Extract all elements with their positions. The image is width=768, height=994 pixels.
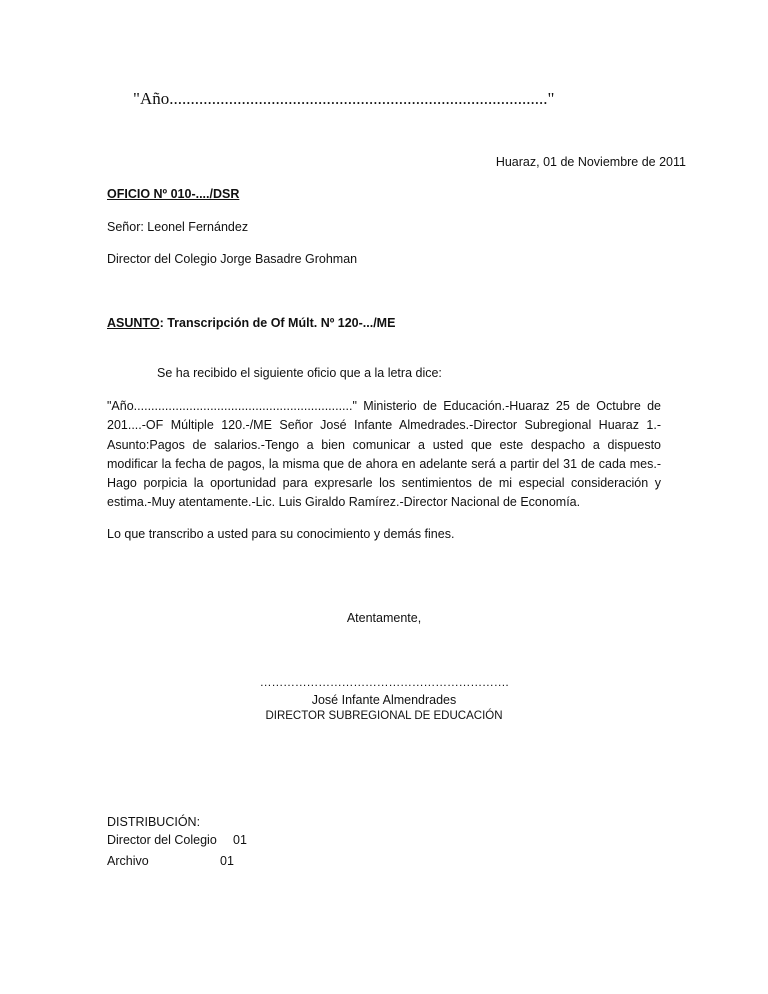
quoted-body-paragraph: "Año..............................................................." Ministerio de Educación.-Huaraz 25 de Octubre de 201....-OF Múltiple 120.-/ME Señor José Infante Almedrades.-Director Subregional Huaraz 1.-Asunto:Pagos de salarios.-Tengo a bien comunicar a usted que este despacho a dispuesto modificar la fecha de pagos, la misma que de ahora en adelante será a partir del 31 de cada mes.-Hago porpicia la oportunidad para expresarle los sentimientos de mi especial consideración y estima.-Muy atentamente.-Lic. Luis Giraldo Ramírez.-Director Nacional de Economía. [107,399,661,510]
signature-line: ………………………………………………………. [259,675,509,689]
valediction: Atentamente, [346,611,422,625]
date-line: Huaraz, 01 de Noviembre de 2011 [495,155,686,169]
recipient-greeting: Señor: Leonel Fernández [107,220,249,234]
oficio-reference: OFICIO Nº 010-..../DSR [107,187,240,201]
subject-line [107,316,395,330]
signer-title: DIRECTOR SUBREGIONAL DE EDUCACIÓN [265,710,503,722]
signer-name: José Infante Almendrades [311,693,457,707]
distribution-count: 01 [220,854,234,868]
distribution-label: Director del Colegio [107,833,217,847]
recipient-position: Director del Colegio Jorge Basadre Grohman [107,252,358,266]
distribution-label: Archivo [107,854,149,868]
distribution-title: DISTRIBUCIÓN: [107,815,201,829]
subject-label: ASUNTO [107,316,160,330]
distribution-row [107,854,234,868]
intro-text: Se ha recibido el siguiente oficio que a la letra dice: [157,366,442,380]
subject-text: : Transcripción de Of Múlt. Nº 120-.../ME [159,316,396,330]
closing-text: Lo que transcribo a usted para su conocimiento y demás fines. [107,527,455,541]
distribution-count: 01 [233,833,247,847]
distribution-row [107,833,247,847]
year-header: "Año........................................................................................." [133,89,555,108]
